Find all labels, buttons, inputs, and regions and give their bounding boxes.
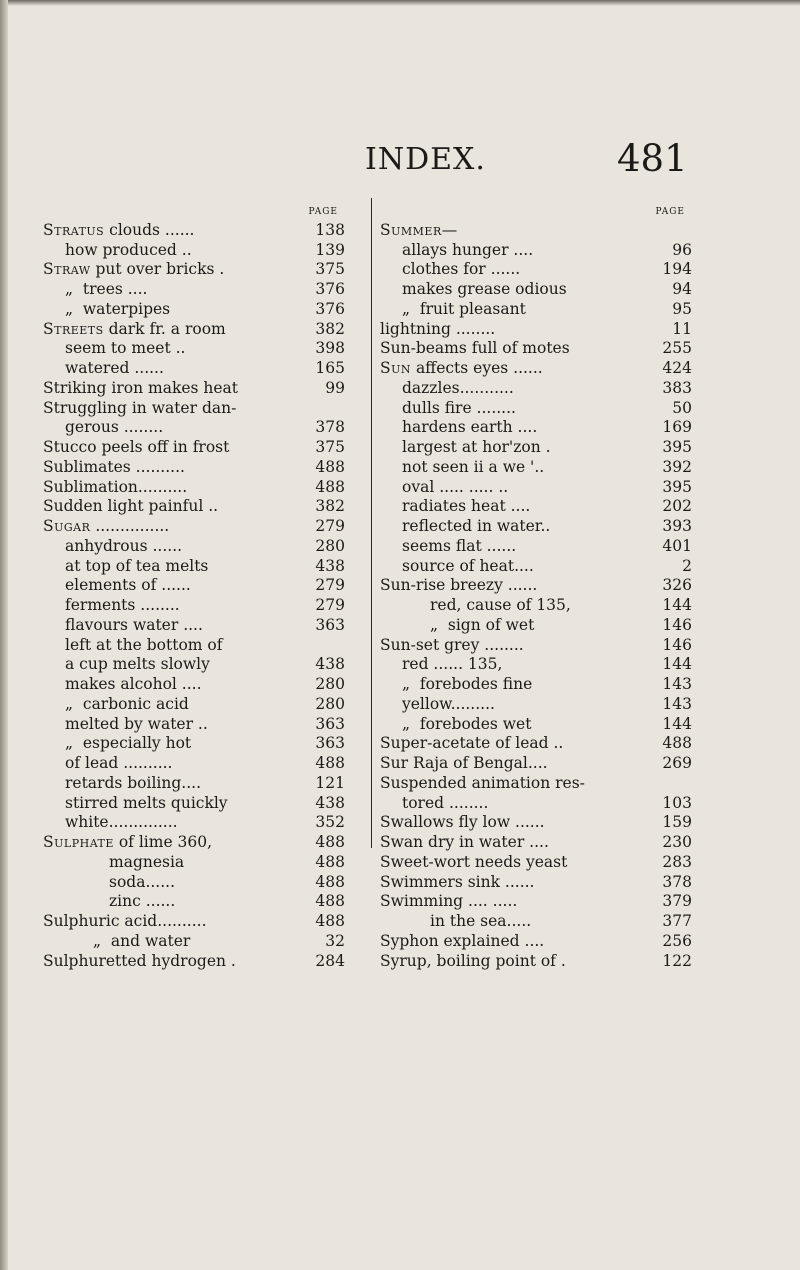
index-entry-text: Streets dark fr. a room	[43, 319, 226, 338]
index-entry-text: Summer—	[380, 220, 458, 239]
index-entry-page: 255	[662, 339, 692, 358]
index-entry	[43, 774, 345, 794]
index-entry-text: yellow.........	[402, 694, 495, 713]
index-entry-text: „ trees ....	[65, 280, 148, 298]
index-entry	[43, 655, 345, 675]
index-entry	[380, 912, 692, 932]
index-entry-text: source of heat....	[402, 556, 534, 575]
index-entry	[43, 695, 345, 715]
index-entry-page: 144	[662, 655, 692, 674]
index-entry-text: makes grease odious	[402, 280, 567, 298]
index-entry-page: 488	[315, 892, 345, 911]
index-entry-text: „ waterpipes	[65, 299, 171, 318]
index-entry	[380, 754, 692, 774]
index-entry	[43, 241, 345, 261]
index-entry-text: „ forebodes wet	[402, 714, 532, 733]
index-entry	[43, 478, 345, 498]
index-entry	[380, 517, 692, 537]
index-entry	[43, 833, 345, 853]
index-entry	[380, 576, 692, 596]
index-entry-page: 379	[662, 892, 692, 911]
index-entry-text: Stucco peels off in frost	[43, 438, 230, 456]
index-entry	[380, 675, 692, 695]
index-column-left	[43, 201, 345, 971]
index-entry	[43, 537, 345, 557]
index-entry-text: lightning ........	[380, 319, 496, 338]
index-entry-text: tored ........	[402, 793, 489, 812]
index-entry-page: 438	[315, 793, 345, 812]
index-entry-text: anhydrous ......	[65, 536, 183, 555]
index-entry-text: seem to meet ..	[65, 339, 186, 358]
index-entry-text: elements of ......	[65, 576, 191, 595]
index-entry-page: 230	[662, 833, 692, 851]
index-entry-text: Sun-beams full of motes	[380, 339, 570, 358]
index-entry	[380, 636, 692, 656]
index-entry-text: Straw put over bricks .	[43, 260, 225, 279]
index-entry-page: 401	[662, 536, 692, 555]
index-entry-page: 326	[662, 576, 692, 595]
index-entry	[43, 280, 345, 300]
index-entry-text: a cup melts slowly	[65, 655, 210, 674]
index-entry-text: Syrup, boiling point of .	[380, 951, 566, 970]
index-entry-page: 95	[672, 299, 692, 318]
index-entry	[43, 418, 345, 438]
index-entry	[380, 418, 692, 438]
index-entry-page: 378	[315, 418, 345, 437]
index-entry-text: dazzles...........	[402, 378, 514, 397]
index-entry	[380, 320, 692, 340]
index-entry-text: seems flat ......	[402, 536, 517, 555]
index-entry	[380, 853, 692, 873]
index-entry-page: 121	[315, 773, 345, 792]
index-entry-page: 202	[662, 497, 692, 516]
index-entry	[43, 734, 345, 754]
index-entry-page: 398	[315, 339, 345, 358]
index-entry-page: 376	[315, 280, 345, 298]
index-entry	[380, 813, 692, 833]
index-entry	[380, 300, 692, 320]
index-entry-text: makes alcohol ....	[65, 675, 202, 693]
index-entry-text: Swan dry in water ....	[380, 833, 549, 851]
index-entry	[380, 952, 692, 972]
index-entry	[380, 616, 692, 636]
index-entry-page: 96	[672, 240, 692, 259]
index-entry	[43, 399, 345, 419]
index-entry-text: Stratus clouds ......	[43, 220, 195, 239]
index-entry	[43, 675, 345, 695]
index-entry-text: clothes for ......	[402, 260, 521, 279]
index-entry-text: Sublimates ..........	[43, 457, 185, 476]
index-entry-text: not seen ii a we '..	[402, 457, 545, 476]
index-entry-text: soda......	[109, 872, 176, 891]
column-divider	[371, 198, 372, 848]
index-entry-page: 279	[315, 517, 345, 535]
index-entry-text: zinc ......	[109, 892, 176, 911]
index-entry-page: 165	[315, 359, 345, 377]
index-entry	[380, 438, 692, 458]
index-entry	[380, 339, 692, 359]
page-binding-edge	[0, 0, 8, 1270]
index-entry-page: 269	[662, 754, 692, 772]
index-entry	[380, 734, 692, 754]
index-entry	[380, 596, 692, 616]
index-entry	[43, 596, 345, 616]
index-entry	[380, 873, 692, 893]
index-entry-text: Sweet-wort needs yeast	[380, 852, 568, 871]
index-entry	[43, 221, 345, 241]
index-entry	[43, 636, 345, 656]
index-entry	[43, 359, 345, 379]
index-entry	[43, 853, 345, 873]
index-entry	[43, 379, 345, 399]
index-entry-page: 143	[662, 694, 692, 713]
index-entry	[43, 438, 345, 458]
index-entry-page: 363	[315, 714, 345, 733]
index-entry-page: 256	[662, 931, 692, 950]
index-entry-page: 363	[315, 615, 345, 634]
index-entry-text: „ and water	[93, 931, 191, 950]
index-entry-text: Sun-set grey ........	[380, 635, 524, 654]
index-entry	[380, 715, 692, 735]
index-entry-text: Sulphate of lime 360,	[43, 833, 213, 851]
index-entry-text: left at the bottom of	[65, 635, 223, 654]
index-entry-page: 377	[662, 912, 692, 930]
index-entry-text: Swallows fly low ......	[380, 813, 545, 832]
index-entry-text: watered ......	[65, 359, 164, 377]
index-entry-text: white..............	[65, 813, 178, 832]
index-entry-page: 99	[325, 378, 345, 397]
index-entry-page: 383	[662, 378, 692, 397]
index-entry-page: 138	[315, 220, 345, 239]
index-entry-text: Swimmers sink ......	[380, 872, 535, 891]
index-entry	[43, 616, 345, 636]
index-entries-right	[380, 221, 692, 972]
index-entry	[380, 399, 692, 419]
index-entry-text: „ carbonic acid	[65, 694, 189, 713]
index-entry-page: 376	[315, 299, 345, 318]
index-entry-text: at top of tea melts	[65, 556, 209, 575]
index-entry-page: 382	[315, 319, 345, 338]
index-entry-page: 279	[315, 596, 345, 614]
index-entry	[380, 655, 692, 675]
index-entry	[380, 280, 692, 300]
index-entry	[43, 320, 345, 340]
index-entry-page: 280	[315, 536, 345, 555]
index-entry-page: 94	[672, 280, 692, 298]
index-entry-text: hardens earth ....	[402, 418, 538, 437]
index-entry	[380, 695, 692, 715]
index-entry-text: red, cause of 135,	[430, 596, 571, 614]
index-entry	[380, 221, 692, 241]
index-entry-page: 32	[325, 931, 345, 950]
page-top-edge	[0, 0, 800, 6]
index-entry-page: 139	[315, 240, 345, 259]
index-entry	[43, 576, 345, 596]
index-entry-page: 194	[662, 260, 692, 279]
index-entry	[43, 517, 345, 537]
index-entry-text: red ...... 135,	[402, 655, 503, 674]
index-entry-page: 143	[662, 675, 692, 693]
index-entry-text: „ sign of wet	[430, 615, 535, 634]
index-entry-text: Sugar ...............	[43, 517, 170, 535]
index-entries-left	[43, 221, 345, 972]
index-entry-page: 146	[662, 615, 692, 634]
index-entry-page: 144	[662, 714, 692, 733]
page-number: 481	[617, 137, 688, 180]
index-entry	[43, 300, 345, 320]
index-entry	[380, 833, 692, 853]
index-entry-text: magnesia	[109, 852, 185, 871]
index-entry	[43, 497, 345, 517]
index-entry-page: 395	[662, 477, 692, 496]
index-entry-text: „ forebodes fine	[402, 675, 533, 693]
index-entry-text: reflected in water..	[402, 517, 551, 535]
index-entry-page: 393	[662, 517, 692, 535]
index-entry-page: 2	[682, 556, 692, 575]
index-entry-page: 488	[315, 833, 345, 851]
index-entry-text: Swimming .... .....	[380, 892, 518, 911]
index-column-right	[380, 201, 692, 971]
index-entry-text: ferments ........	[65, 596, 180, 614]
index-entry-text: Sun-rise breezy ......	[380, 576, 538, 595]
index-entry-page: 159	[662, 813, 692, 832]
index-entry-page: 438	[315, 556, 345, 575]
index-entry-page: 392	[662, 457, 692, 476]
index-entry-page: 284	[315, 951, 345, 970]
index-entry-text: oval ..... ..... ..	[402, 477, 509, 496]
index-entry-text: „ especially hot	[65, 734, 192, 753]
index-entry	[380, 892, 692, 912]
index-entry	[380, 537, 692, 557]
index-entry	[43, 794, 345, 814]
index-entry	[380, 260, 692, 280]
index-entry-text: Suspended animation res-	[380, 773, 585, 792]
index-entry-text: Sulphuric acid..........	[43, 912, 207, 930]
index-entry-page: 352	[315, 813, 345, 832]
index-entry-text: gerous ........	[65, 418, 164, 437]
index-entry-text: allays hunger ....	[402, 240, 534, 259]
index-entry-text: Sublimation..........	[43, 477, 188, 496]
index-entry-text: radiates heat ....	[402, 497, 531, 516]
index-entry-page: 280	[315, 694, 345, 713]
index-entry-page: 375	[315, 438, 345, 456]
index-entry-text: Super-acetate of lead ..	[380, 734, 564, 753]
index-entry	[380, 774, 692, 794]
index-entry-page: 280	[315, 675, 345, 693]
index-entry-text: stirred melts quickly	[65, 793, 228, 812]
index-entry-page: 488	[315, 872, 345, 891]
index-entry-page: 488	[315, 852, 345, 871]
index-entry-text: Syphon explained ....	[380, 931, 545, 950]
index-entry-text: Striking iron makes heat	[43, 378, 239, 397]
index-entry-text: Sulphuretted hydrogen .	[43, 951, 236, 970]
index-entry-text: retards boiling....	[65, 773, 202, 792]
index-entry	[380, 478, 692, 498]
index-entry-page: 424	[662, 359, 692, 377]
index-entry-text: flavours water ....	[65, 615, 203, 634]
index-entry-page: 50	[672, 398, 692, 417]
index-entry-text: Sur Raja of Bengal....	[380, 754, 548, 772]
index-entry	[43, 260, 345, 280]
index-entry	[380, 932, 692, 952]
index-entry	[380, 497, 692, 517]
index-entry	[43, 952, 345, 972]
column-heading-page: PAGE	[655, 207, 685, 217]
index-entry	[43, 339, 345, 359]
index-entry-text: „ fruit pleasant	[402, 299, 526, 318]
index-entry-page: 382	[315, 497, 345, 516]
index-entry-page: 438	[315, 655, 345, 674]
index-entry	[43, 715, 345, 735]
index-entry	[43, 873, 345, 893]
index-entry	[43, 557, 345, 577]
index-entry	[380, 359, 692, 379]
index-entry	[380, 379, 692, 399]
index-entry	[380, 241, 692, 261]
index-entry	[380, 557, 692, 577]
index-entry-text: in the sea.....	[430, 912, 532, 930]
index-entry-page: 488	[315, 477, 345, 496]
index-entry-page: 378	[662, 872, 692, 891]
index-entry-page: 375	[315, 260, 345, 279]
index-entry	[43, 892, 345, 912]
column-heading-page: PAGE	[308, 207, 338, 217]
index-entry	[43, 754, 345, 774]
index-entry-text: largest at hor'zon .	[402, 438, 551, 456]
index-entry-page: 146	[662, 635, 692, 654]
index-entry-page: 488	[315, 912, 345, 930]
page-title: INDEX.	[365, 142, 486, 177]
index-entry-page: 488	[315, 754, 345, 772]
index-entry-page: 363	[315, 734, 345, 753]
index-entry-page: 103	[662, 793, 692, 812]
index-entry-text: Sun affects eyes ......	[380, 359, 543, 377]
index-entry-page: 488	[662, 734, 692, 753]
index-entry-page: 11	[672, 319, 692, 338]
index-entry-text: Sudden light painful ..	[43, 497, 219, 516]
index-entry-page: 144	[662, 596, 692, 614]
index-entry	[43, 458, 345, 478]
index-entry	[43, 813, 345, 833]
index-entry	[380, 794, 692, 814]
index-entry	[380, 458, 692, 478]
index-entry-page: 169	[662, 418, 692, 437]
index-entry-text: how produced ..	[65, 240, 192, 259]
index-entry-page: 395	[662, 438, 692, 456]
index-entry-page: 279	[315, 576, 345, 595]
index-entry-page: 488	[315, 457, 345, 476]
index-entry-text: of lead ..........	[65, 754, 173, 772]
index-entry-text: Struggling in water dan-	[43, 398, 237, 417]
index-entry-text: dulls fire ........	[402, 398, 516, 417]
index-entry-text: melted by water ..	[65, 714, 208, 733]
index-entry	[43, 912, 345, 932]
index-entry-page: 122	[662, 951, 692, 970]
index-entry-page: 283	[662, 852, 692, 871]
index-entry	[43, 932, 345, 952]
